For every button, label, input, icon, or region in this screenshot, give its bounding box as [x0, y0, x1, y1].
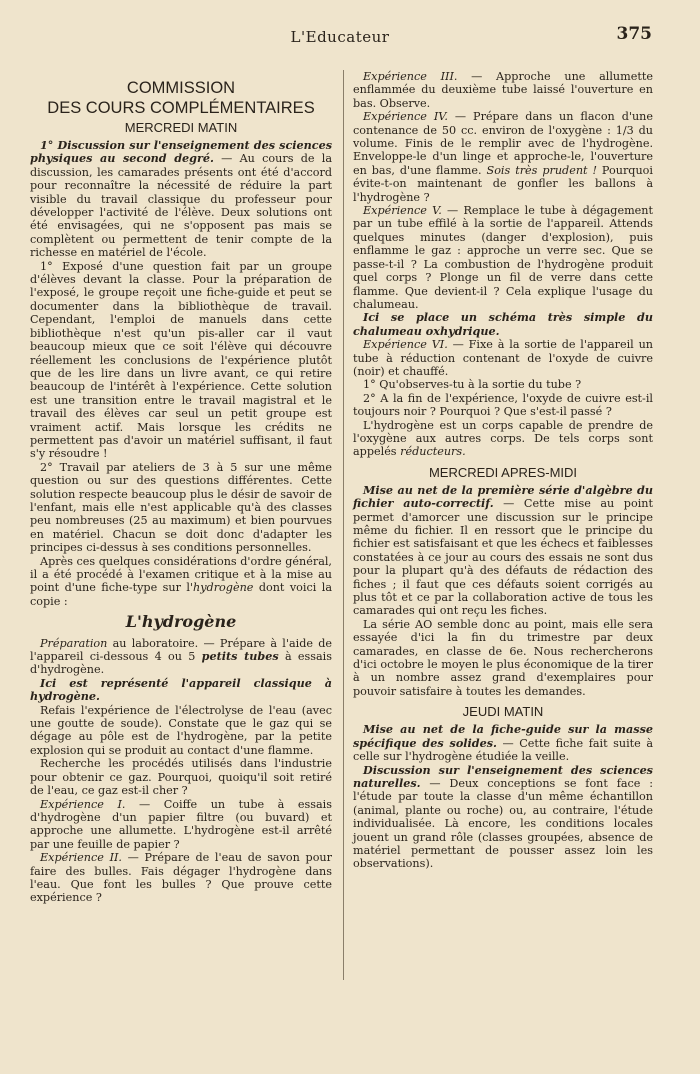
paragraph: [353, 419, 653, 459]
paragraph-emphasis: réducteurs.: [400, 445, 466, 459]
paragraph: [353, 70, 653, 110]
commission-title-line1: COMMISSION: [126, 79, 236, 97]
page-header: [0, 24, 700, 52]
page-number: 375: [616, 24, 652, 44]
paragraph: [353, 764, 653, 871]
experience-label: Expérience IV.: [363, 110, 448, 124]
right-column: [353, 70, 653, 871]
paragraph-lead: Mise au net de la première série d'algèbre du fichier auto-correctif.: [353, 482, 653, 511]
column-divider: [343, 70, 344, 980]
paragraph-text: Après ces quelques considérations d'ordre général, il a été procédé à l'examen critique et à la mise au point d'une fiche-type sur l': [30, 554, 332, 595]
section-heading-mercredi-matin: MERCREDI MATIN: [124, 120, 238, 135]
paragraph-emphasis: petits tubes: [201, 649, 279, 664]
paragraph-text: dont voici la copie :: [30, 581, 332, 608]
paragraph: [30, 637, 332, 677]
paragraph: [30, 555, 332, 609]
paragraph: 1° Exposé d'une question fait par un groupe d'élèves devant la classe. Pour la préparation de l'exposé, le groupe reçoit une fiche-guide et peut se documenter dans la bibliothèque de travail. Cependant, l'emploi de manuels dans cette bibliothèque n'est qu'un pis-aller car il vaut beaucoup mieux que ce soit l'élève qui découvre réellement les conclusions de l'expérience plutôt que de les lire dans un livre avant, ce qui retire beaucoup de l'intérêt à l'expérience. Cette solution est une transition entre le travail magistral et le travail des élèves car seul un petit groupe est vraiment actif. Mais lorsque les crédits ne permettent pas d'avoir un matériel suffisant, il faut s'y résoudre !: [30, 259, 332, 461]
paragraph: [353, 338, 653, 378]
experience-label: Expérience V.: [363, 204, 442, 218]
paragraph: [353, 110, 653, 204]
paragraph-emphasis: Sois très prudent !: [486, 163, 597, 177]
paragraph-text: — Approche une allumette enflammée du deuxième tube laissé l'ouverture en bas. Observe.: [353, 70, 653, 110]
paragraph-lead: 1° Discussion sur l'enseignement des sciences physiques au second degré.: [30, 138, 332, 166]
paragraph-lead: Préparation: [40, 636, 108, 650]
figure-note: Ici est représenté l'appareil classique à hydrogène.: [30, 675, 332, 704]
paragraph-text: — Prépare dans un flacon d'une contenance de 50 cc. environ de l'oxygène : 1/3 du volume. Finis de le remplir avec de l'hydrogène. Enveloppe-le d'un linge et approche-le, l'ouverture en bas, d'une flamme.: [353, 110, 653, 177]
paragraph-text: — Deux conceptions se font face : l'étude par toute la classe d'un même échantillon (animal, plante ou roche) ou, au contraire, l'étude individualisée. Là encore, les conditions locales jouent un grand rôle (classes groupées, absence de matériel permettant de pousser assez loin les observations).: [353, 776, 653, 871]
paragraph: [30, 851, 332, 905]
paragraph-text: — Au cours de la discussion, les camarades présents ont été d'accord pour reconnaître la nécessité de réduire la part visible du travail classique du professeur pour développer l'activité de l'élève. Deux solutions ont été envisagées, qui ne s'opposent pas mais se complètent ou permettent de tenir compte de la richesse en matériel de l'école.: [30, 152, 332, 260]
experience-label: Expérience VI.: [363, 338, 448, 352]
paragraph: Refais l'expérience de l'électrolyse de l'eau (avec une goutte de soude). Constate que le gaz qui se dégage au pôle est de l'hydrogène, par la petite explosion qui se produit au contact d'une flamme.: [30, 703, 332, 757]
paragraph-text: — Remplace le tube à dégagement par un tube effilé à la sortie de l'appareil. Attends quelques minutes (danger d'explosion), puis enflamme le gaz : approche un verre sec. Que se passe-t-il ? La combustion de l'hydrogène produit quel corps ? Plonge un fil de verre dans cette flamme. Que devient-il ? Cela explique l'usage du chalumeau.: [353, 204, 653, 311]
paragraph: 2° Travail par ateliers de 3 à 5 sur une même question ou sur des questions différentes. Cette solution respecte beaucoup plus le désir de savoir de l'enfant, mais elle n'est applicable qu'à des classes peu nombreuses (25 au maximum) et bien pourvues en matériel. Chacun se doit donc d'adapter les principes ci-dessus à ses conditions personnelles.: [30, 460, 332, 555]
journal-title: L'Educateur: [290, 28, 390, 46]
paragraph-text: — Coiffe un tube à essais d'hydrogène d'un papier filtre (ou buvard) et approche une allumette. L'hydrogène est-il arrêté par une feuille de papier ?: [30, 797, 332, 851]
paragraph-text: à essais d'hydrogène.: [30, 650, 332, 677]
paragraph: 1° Qu'observes-tu à la sortie du tube ?: [363, 378, 582, 392]
paragraph-text: — Prépare de l'eau de savon pour faire des bulles. Fais dégager l'hydrogène dans l'eau. Que font les bulles ? Que prouve cette expérience ?: [30, 851, 332, 905]
paragraph: [30, 139, 332, 260]
paragraph: 2° A la fin de l'expérience, l'oxyde de cuivre est-il toujours noir ? Pourquoi ? Que s'est-il passé ?: [353, 391, 653, 419]
paragraph-text: — Cette fiche fait suite à celle sur l'hydrogène étudiée la veille.: [353, 736, 653, 764]
figure-note: Ici se place un schéma très simple du chalumeau oxhydrique.: [353, 310, 653, 338]
paragraph-text: — Cette mise au point permet d'amorcer une discussion sur le principe même du fichier. Il en ressort que le principe du fichier est satisfaisant et que les échecs et faiblesses constatées à ce jour au cours des essais ne sont dus pour la plupart qu'à des défauts de rédaction des fiches ; il faut que ces défauts soient corrigés au plus tôt et ce par la collaboration active de tous les camarades qui ont reçu les fiches.: [353, 497, 653, 618]
left-column: [30, 70, 332, 905]
paragraph-text: Pourquoi évite-t-on maintenant de gonfler les ballons à l'hydrogène ?: [353, 163, 653, 204]
paragraph: [353, 723, 653, 763]
paragraph-text: L'hydrogène est un corps capable de prendre de l'oxygène aux autres corps. De tels corps sont appelés: [353, 418, 653, 459]
paragraph: [353, 484, 653, 618]
paragraph: Recherche les procédés utilisés dans l'industrie pour obtenir ce gaz. Pourquoi, quoiqu'il soit retiré de l'eau, ce gaz est-il cher ?: [30, 757, 332, 798]
paragraph: [30, 798, 332, 852]
section-heading-mercredi-apres-midi: MERCREDI APRES-MIDI: [428, 464, 578, 480]
section-heading-jeudi-matin: JEUDI MATIN: [462, 704, 544, 720]
paragraph-emphasis: hydrogène: [193, 581, 254, 595]
experience-label: Expérience I.: [40, 797, 126, 811]
paragraph-lead: Discussion sur l'enseignement des sciences naturelles.: [353, 762, 653, 790]
paragraph-text: au laboratoire. — Prépare à l'aide de l'appareil ci-dessous 4 ou 5: [30, 636, 332, 664]
paragraph: La série AO semble donc au point, mais elle sera essayée d'ici la fin du trimestre par deux camarades, en classe de 6e. Nous rechercherons d'ici octobre le moyen le plus économique de la tirer à un nombre assez grand d'exemplaires pour pouvoir satisfaire à toutes les demandes.: [353, 617, 653, 698]
experience-label: Expérience II.: [40, 851, 122, 865]
paragraph-text: — Fixe à la sortie de l'appareil un tube à réduction contenant de l'oxyde de cuivre (noir) et chauffé.: [353, 338, 653, 378]
paragraph-lead: Mise au net de la fiche-guide sur la masse spécifique des solides.: [353, 722, 653, 750]
hydrogen-heading: L'hydrogène: [125, 612, 237, 632]
commission-title-line2: DES COURS COMPLÉMENTAIRES: [47, 99, 315, 117]
paragraph: [353, 204, 653, 311]
experience-label: Expérience III.: [363, 70, 458, 83]
